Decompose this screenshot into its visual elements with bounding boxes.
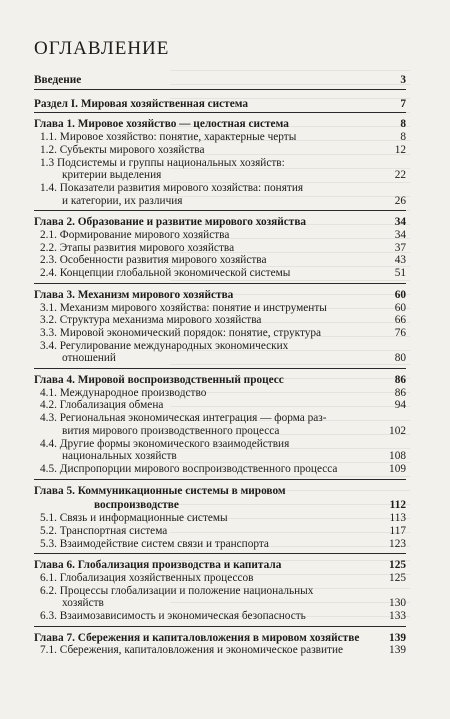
toc-entry-page: 51 [394,267,406,280]
section-entry [34,302,406,315]
chapter-block [34,483,406,555]
section-entry [34,399,406,412]
toc-entry-page: 34 [394,229,406,242]
chapter-list [34,116,406,660]
toc-entry-label: 1.3 Подсистемы и группы национальных хозяйств: [40,156,285,169]
toc-entry-label: Раздел I. Мировая хозяйственная система [34,97,249,110]
toc-entry-label: 7.1. Сбережения, капиталовложения и экономическое развитие [40,644,344,657]
chapter-heading-cont [34,497,406,512]
chapter-heading [34,630,406,645]
toc-entry-label: 5.1. Связь и информационные системы [40,512,228,525]
chapter-block [34,630,406,660]
toc-entry-page: 43 [394,254,406,267]
toc-entry-label: критерии выделения [62,169,162,182]
toc-entry-page: 139 [389,631,406,644]
toc-entry-label: 4.5. Диспропорции мирового воспроизводственного процесса [40,462,338,475]
toc-entry-page: 113 [389,512,406,525]
toc-entry-page: 8 [400,131,406,144]
chapter-block [34,372,406,480]
toc-entry-page: 86 [394,374,406,387]
section-entry [34,425,406,438]
toc-entry-label: национальных хозяйств [62,450,177,463]
section-entry [34,182,406,195]
section-entry [34,144,406,157]
section-entry [34,412,406,425]
toc-entry-page: 86 [394,386,406,399]
section-entry [34,597,406,610]
chapter-block [34,557,406,627]
toc-entry-page: 102 [389,424,406,437]
toc-entry-page: 125 [389,559,406,572]
toc-entry-label: 2.3. Особенности развития мирового хозяйства [40,254,267,267]
section-entry [34,169,406,182]
toc-entry-page: 80 [394,352,406,365]
chapter-heading [34,116,406,131]
toc-entry-part [34,93,406,114]
section-entry [34,195,406,208]
toc-entry-page: 94 [394,399,406,412]
toc-entry-label: 3.1. Механизм мирового хозяйства: понятие и инструменты [40,301,327,314]
toc-entry-page: 130 [389,597,406,610]
toc-entry-page: 7 [400,97,406,110]
toc-entry-label: вития мирового производственного процесса [62,424,280,437]
toc-entry-page: 123 [389,537,406,550]
toc-entry-label: Введение [34,74,82,86]
section-entry [34,438,406,451]
toc-entry-label: 3.3. Мировой экономический порядок: понятие, структура [40,326,322,339]
toc-entry-page: 12 [394,143,406,156]
toc-entry-page: 3 [400,74,406,86]
toc-entry-intro [34,73,406,90]
toc-entry-label: 4.2. Глобализация обмена [40,399,164,412]
section-entry [34,512,406,525]
section-entry [34,585,406,598]
section-entry [34,525,406,538]
section-entry [34,644,406,657]
toc-entry-label: 6.2. Процессы глобализации и положение национальных [40,584,314,597]
toc-entry-label: 2.4. Концепции глобальной экономической системы [40,267,291,280]
chapter-heading [34,372,406,387]
toc-entry-label: 4.1. Международное производство [40,386,207,399]
chapter-heading [34,214,406,229]
section-entry [34,610,406,623]
toc-entry-label: хозяйств [62,597,104,610]
section-entry [34,157,406,170]
toc-entry-page: 8 [400,118,406,131]
chapter-block [34,116,406,211]
section-entry [34,463,406,476]
section-entry [34,267,406,280]
table-of-contents [34,73,406,660]
toc-entry-label: 2.2. Этапы развития мирового хозяйства [40,241,235,254]
toc-entry-page: 139 [389,644,406,657]
toc-entry-page: 26 [394,194,406,207]
toc-entry-label: 3.4. Регулирование международных экономических [40,339,289,352]
toc-entry-page: 22 [394,169,406,182]
section-entry [34,340,406,353]
section-entry [34,352,406,365]
toc-entry-label: 1.1. Мировое хозяйство: понятие, характерные черты [40,131,297,144]
toc-entry-label: Глава 5. Коммуникационные системы в мировом [34,484,286,497]
toc-entry-label: воспроизводстве [94,499,179,512]
section-entry [34,387,406,400]
toc-entry-label: 2.1. Формирование мирового хозяйства [40,229,230,242]
chapter-heading [34,557,406,572]
toc-entry-label: 1.2. Субъекты мирового хозяйства [40,143,205,156]
toc-entry-label: Глава 7. Сбережения и капиталовложения в мировом хозяйстве [34,631,360,644]
toc-entry-label: 5.3. Взаимодействие систем связи и транспорта [40,537,269,550]
toc-entry-page: 125 [389,571,406,584]
toc-entry-page: 66 [394,314,406,327]
toc-entry-label: отношений [62,352,116,365]
toc-entry-page: 117 [389,524,406,537]
section-entry [34,572,406,585]
section-entry [34,254,406,267]
toc-entry-label: 6.1. Глобализация хозяйственных процессов [40,571,254,584]
chapter-heading [34,483,406,498]
toc-entry-page: 60 [394,301,406,314]
page-title: ОГЛАВЛЕНИЕ [34,38,170,59]
section-entry [34,131,406,144]
section-entry [34,314,406,327]
toc-entry-page: 37 [394,241,406,254]
toc-entry-label: 5.2. Транспортная система [40,524,168,537]
toc-entry-page: 133 [389,610,406,623]
toc-entry-page: 112 [389,499,406,512]
toc-entry-label: 6.3. Взаимозависимость и экономическая безопасность [40,610,306,623]
toc-entry-label: 3.2. Структура механизма мирового хозяйства [40,314,262,327]
toc-entry-page: 109 [389,462,406,475]
toc-entry-page: 76 [394,326,406,339]
toc-entry-label: Глава 1. Мировое хозяйство — целостная система [34,118,289,131]
toc-entry-label: Глава 3. Механизм мирового хозяйства [34,288,234,301]
toc-entry-label: 1.4. Показатели развития мирового хозяйства: понятия [40,181,304,194]
section-entry [34,229,406,242]
toc-entry-page: 60 [394,288,406,301]
toc-entry-label: Глава 4. Мировой воспроизводственный процесс [34,374,284,387]
toc-entry-label: и категории, их различия [62,194,183,207]
chapter-block [34,214,406,284]
toc-entry-label: 4.4. Другие формы экономического взаимодействия [40,437,290,450]
toc-entry-label: Глава 2. Образование и развитие мирового хозяйства [34,216,307,229]
toc-entry-page: 34 [394,216,406,229]
section-entry [34,450,406,463]
toc-entry-label: 4.3. Региональная экономическая интеграция — форма раз- [40,412,327,425]
section-entry [34,538,406,551]
toc-entry-page: 108 [389,450,406,463]
chapter-block [34,287,406,369]
section-entry [34,242,406,255]
toc-entry-label: Глава 6. Глобализация производства и капитала [34,559,282,572]
chapter-heading [34,287,406,302]
section-entry [34,327,406,340]
